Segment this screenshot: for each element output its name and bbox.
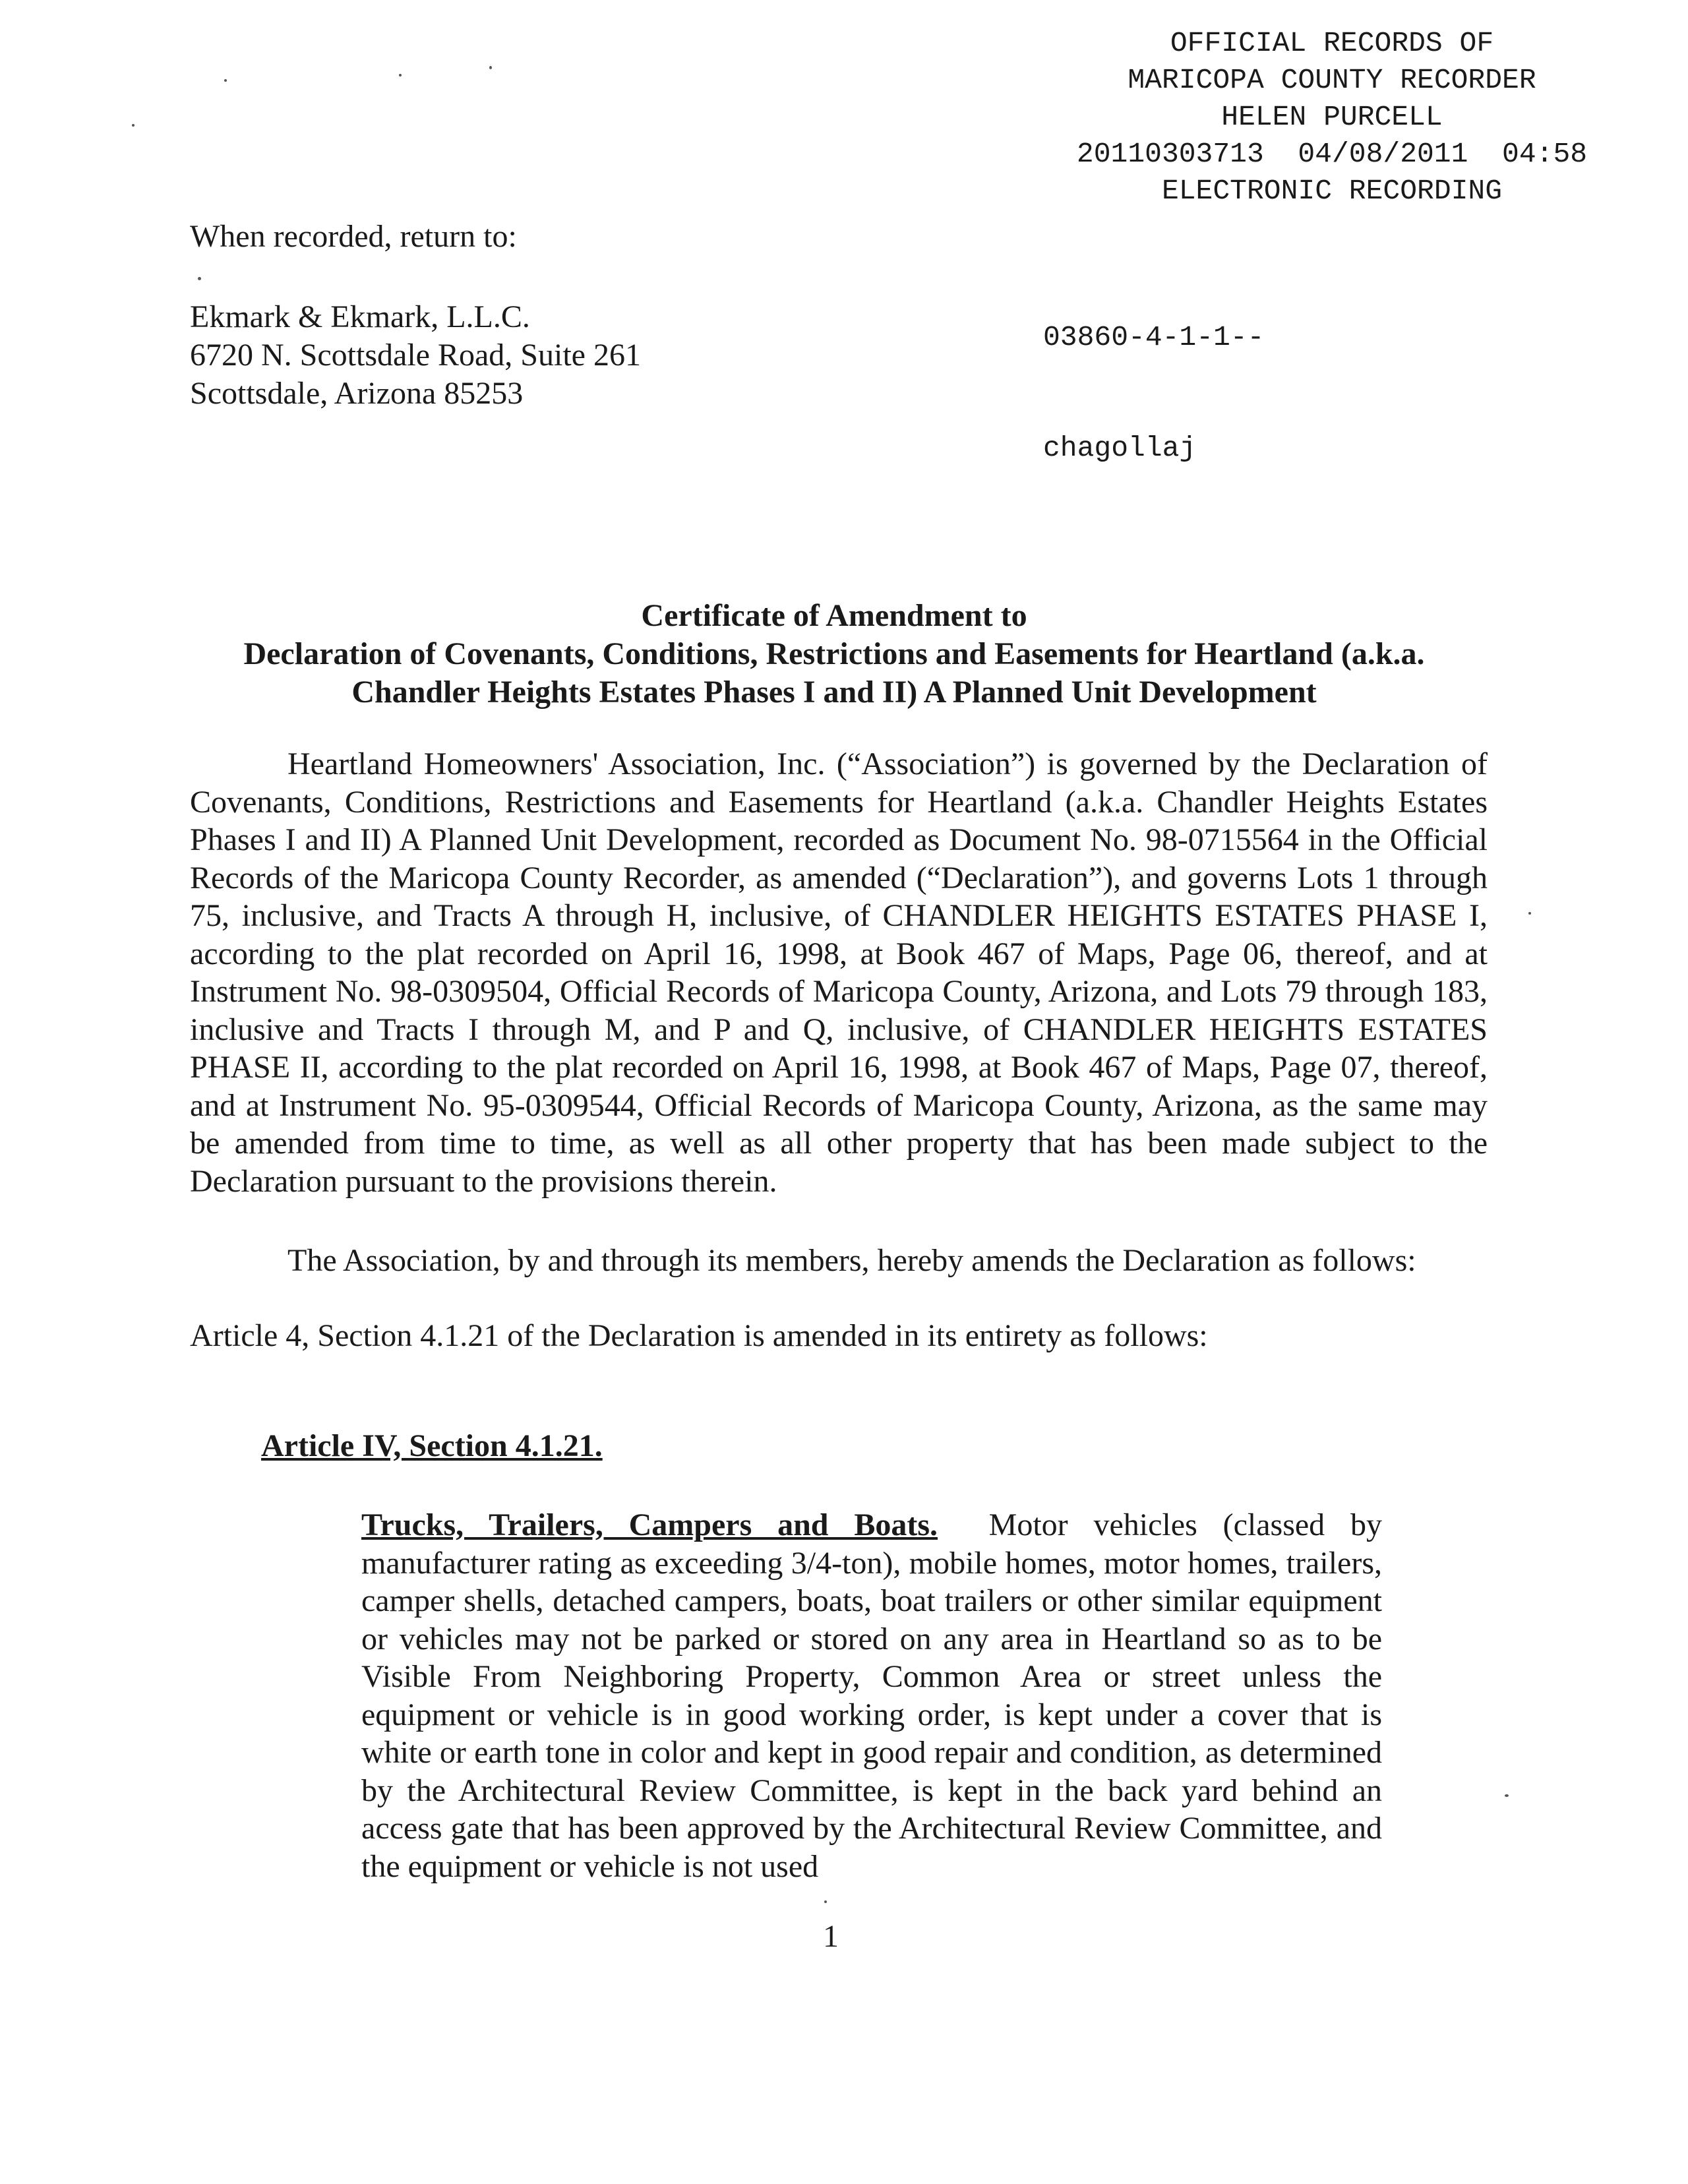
- article-text: Motor vehicles (classed by manufacturer rating as exceeding 3/4-ton), mobile homes, motor homes, trailers, camper shells, detached campers, boats, boat trailers or other similar equipment or vehicles may not be parked or stored on any area in Heartland so as to be Visible From Neighboring Property, Common Area or street unless the equipment or vehicle is in good working order, is kept under a cover that is white or earth tone in color and kept in good repair and condition, as determined by the Architectural Review Committee, is kept in the back yard behind an access gate that has been approved by the Architectural Review Committee, and the equipment or vehicle is not used: [361, 1507, 1382, 1884]
- body-paragraph: Article 4, Section 4.1.21 of the Declaration is amended in its entirety as follows:: [190, 1318, 1208, 1353]
- body-paragraph: Heartland Homeowners' Association, Inc. (“Association”) is governed by the Declaration of Covenants, Conditions, Restrictions and Easements for Heartland (a.k.a. Chandler Heights Estates Phases I and II) A Planned Unit Development, recorded as Document No. 98-0715564 in the Official Records of the Maricopa County Recorder, as amended (“Declaration”), and governs Lots 1 through 75, inclusive, and Tracts A through H, inclusive, of CHANDLER HEIGHTS ESTATES PHASE I, according to the plat recorded on April 16, 1998, at Book 467 of Maps, Page 06, thereof, and at Instrument No. 98-0309504, Official Records of Maricopa County, Arizona, and Lots 79 through 183, inclusive and Tracts I through M, and P and Q, inclusive, of CHANDLER HEIGHTS ESTATES PHASE II, according to the plat recorded on April 16, 1998, at Book 467 of Maps, Page 07, thereof, and at Instrument No. 95-0309544, Official Records of Maricopa County, Arizona, as the same may be amended from time to time, as well as all other property that has been made subject to the Declaration pursuant to the provisions therein.: [190, 746, 1488, 1199]
- title-line: Certificate of Amendment to: [641, 598, 1027, 633]
- title-line: Declaration of Covenants, Conditions, Restrictions and Easements for Heartland (a.k.a.: [243, 636, 1425, 671]
- scan-speck: [399, 74, 402, 76]
- scan-speck: [489, 66, 492, 69]
- recorder-stamp: [1035, 25, 1629, 210]
- article-lead: Trucks, Trailers, Campers and Boats.: [361, 1507, 938, 1542]
- stamp-line: MARICOPA COUNTY RECORDER: [1128, 64, 1536, 96]
- recorder-meta: [1043, 245, 1264, 541]
- recorder-meta-line: 03860-4-1-1--: [1043, 321, 1265, 353]
- document-title: [132, 597, 1536, 712]
- recording-number-line: 20110303713 04/08/2011 04:58: [1076, 138, 1588, 170]
- article-body: [361, 1506, 1382, 1885]
- stamp-line: ELECTRONIC RECORDING: [1161, 175, 1503, 207]
- address-line: 6720 N. Scottsdale Road, Suite 261: [190, 338, 641, 373]
- article-heading: Article IV, Section 4.1.21.: [261, 1428, 603, 1463]
- stamp-line: HELEN PURCELL: [1221, 101, 1443, 133]
- scan-speck: [198, 277, 201, 280]
- recorder-meta-line: chagollaj: [1043, 432, 1197, 464]
- title-line: Chandler Heights Estates Phases I and II) A Planned Unit Development: [351, 675, 1317, 710]
- scan-speck: [224, 79, 227, 82]
- body-paragraph: The Association, by and through its members, hereby amends the Declaration as follows:: [287, 1243, 1416, 1278]
- scan-speck: [132, 124, 135, 127]
- scan-speck: [1528, 912, 1531, 915]
- address-line: Scottsdale, Arizona 85253: [190, 376, 524, 411]
- return-to-heading: When recorded, return to:: [190, 219, 517, 254]
- scan-speck: [1505, 1794, 1509, 1797]
- scan-speck: [824, 1900, 827, 1903]
- stamp-line: OFFICIAL RECORDS OF: [1170, 27, 1494, 59]
- address-line: Ekmark & Ekmark, L.L.C.: [190, 299, 530, 334]
- page-number: 1: [823, 1919, 839, 1954]
- return-to-block: [190, 218, 641, 413]
